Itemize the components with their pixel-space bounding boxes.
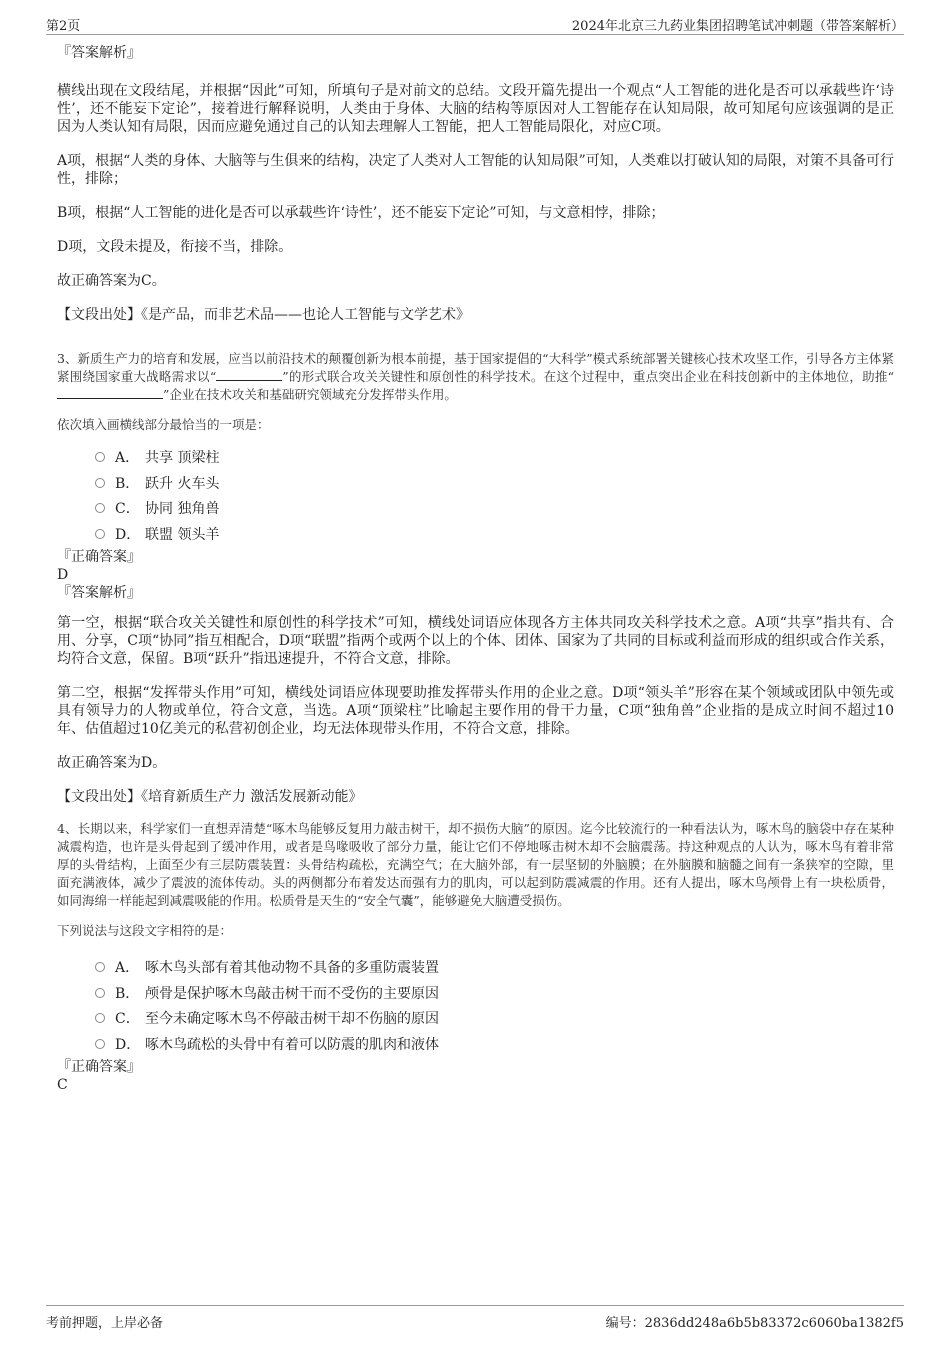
- answer-label: 『正确答案』: [57, 549, 141, 565]
- radio-icon[interactable]: [95, 1039, 105, 1049]
- page-header: [46, 14, 904, 35]
- option-b[interactable]: [95, 982, 894, 1008]
- question-4-text: 4、长期以来，科学家们一直想弄清楚“啄木鸟能够反复用力敲击树干，却不损伤大脑”的原因。迄今比较流行的一种看法认为，啄木鸟的脑袋中存在某种减震构造，也许是头骨起到了缓冲作用，或者是鸟喙吸收了部分力量，能让它们不停地啄击树木却不会脑震荡。持这种观点的人认为，啄木鸟有着非常厚的头骨结构，上面至少有三层防震装置：头骨结构疏松，充满空气；在大脑外部，有一层坚韧的外脑膜；在外脑膜和脑髓之间有一条狭窄的空隙，里面充满液体，减少了震波的流体传动。头的两侧都分布着发达而强有力的肌肉，可以起到防震减震的作用。还有人提出，啄木鸟颅骨上有一块松质骨，如同海绵一样能起到减震吸能的作用。松质骨是天生的“安全气囊”，能够避免大脑遭受损伤。: [57, 821, 894, 908]
- answer-value: D: [57, 567, 69, 583]
- analysis-label: 『答案解析』: [57, 585, 141, 601]
- answer-value: C: [57, 1077, 68, 1093]
- question-3-text: [57, 350, 894, 404]
- source-citation: 【文段出处】《是产品，而非艺术品——也论人工智能与文学艺术》: [57, 307, 470, 323]
- footer-slogan: 考前押题，上岸必备: [46, 1316, 164, 1331]
- option-letter: C．: [115, 1011, 140, 1027]
- page-number: 第2页: [46, 19, 81, 34]
- answer-label: 『正确答案』: [57, 1059, 141, 1075]
- option-c[interactable]: [95, 497, 894, 523]
- options-list-q3: [95, 446, 894, 548]
- option-text: 啄木鸟头部有着其他动物不具备的多重防震装置: [145, 960, 439, 976]
- option-letter: A．: [115, 450, 140, 466]
- question-text-part: ”企业在技术攻关和基础研究领域充分发挥带头作用。: [163, 387, 457, 402]
- document-title: 2024年北京三九药业集团招聘笔试冲刺题（带答案解析）: [571, 19, 904, 34]
- question-prompt: 依次填入画横线部分最恰当的一项是：: [57, 417, 270, 432]
- option-text: 联盟 领头羊: [145, 526, 220, 543]
- source-citation: 【文段出处】《培育新质生产力 激活发展新动能》: [57, 789, 363, 805]
- analysis-conclusion: 故正确答案为D。: [57, 755, 167, 771]
- analysis-paragraph: B项，根据“人工智能的进化是否可以承载些许‘诗性’，还不能妄下定论”可知，与文意相悖，排除；: [57, 205, 665, 221]
- page-content: [57, 44, 894, 1094]
- analysis-conclusion: 故正确答案为C。: [57, 273, 166, 289]
- radio-icon[interactable]: [95, 988, 105, 998]
- analysis-label: 『答案解析』: [57, 45, 141, 61]
- question-text-part: 3、新质生产力的培育和发展，应当以前沿技术的颠覆创新为根本前提，基于国家提倡的“大科学”模式系统部署关键核心技术攻坚工作，引导各方主体紧紧围绕国家重大战略需求以“: [57, 351, 894, 384]
- analysis-paragraph: 第二空，根据“发挥带头作用”可知，横线处词语应体现要助推发挥带头作用的企业之意。D项“领头羊”形容在某个领域或团队中领先或具有领导力的人物或单位，符合文意，当选。A项“顶梁柱”比喻起主要作用的骨干力量，C项“独角兽”企业指的是成立时间不超过10年、估值超过10亿美元的私营初创企业，均无法体现带头作用，不符合文意，排除。: [57, 685, 894, 737]
- analysis-paragraph: A项，根据“人类的身体、大脑等与生俱来的结构，决定了人类对人工智能的认知局限”可知，人类难以打破认知的局限，对策不具备可行性，排除；: [57, 153, 894, 187]
- radio-icon[interactable]: [95, 529, 105, 539]
- option-letter: B．: [115, 475, 140, 492]
- radio-icon[interactable]: [95, 503, 105, 513]
- radio-icon[interactable]: [95, 1013, 105, 1023]
- analysis-paragraph: 横线出现在文段结尾，并根据“因此”可知，所填句子是对前文的总结。文段开篇先提出一个观点“人工智能的进化是否可以承载些许‘诗性’，还不能妄下定论”，接着进行解释说明，人类由于身体、大脑的结构等原因对人工智能存在认知局限，故可知尾句应该强调的是正因为人类认知有局限，因而应避免通过自己的认知去理解人工智能，把人工智能局限化，对应C项。: [57, 83, 894, 135]
- option-letter: D．: [115, 526, 141, 543]
- question-prompt: 下列说法与这段文字相符的是：: [57, 923, 233, 938]
- radio-icon[interactable]: [95, 452, 105, 462]
- option-d[interactable]: [95, 523, 894, 549]
- option-text: 颅骨是保护啄木鸟敲击树干而不受伤的主要原因: [145, 985, 439, 1002]
- option-letter: A．: [115, 960, 140, 976]
- option-text: 共享 顶梁柱: [145, 450, 220, 466]
- option-text: 啄木鸟疏松的头骨中有着可以防震的肌肉和液体: [145, 1036, 439, 1053]
- radio-icon[interactable]: [95, 962, 105, 972]
- option-a[interactable]: [95, 446, 894, 472]
- option-text: 协同 独角兽: [145, 501, 220, 517]
- option-c[interactable]: [95, 1007, 894, 1033]
- option-d[interactable]: [95, 1033, 894, 1059]
- option-a[interactable]: [95, 956, 894, 982]
- option-letter: C．: [115, 501, 140, 517]
- analysis-paragraph: 第一空，根据“联合攻关关键性和原创性的科学技术”可知，横线处词语应体现各方主体共同攻关科学技术之意。A项“共享”指共有、合用、分享，C项“协同”指互相配合，D项“联盟”指两个或两个以上的个体、团体、国家为了共同的目标或利益而形成的组织或合作关系，均符合文意，保留。B项“跃升”指迅速提升，不符合文意，排除。: [57, 615, 894, 667]
- question-text-part: ”的形式联合攻关关键性和原创性的科学技术。在这个过程中，重点突出企业在科技创新中的主体地位，助推“: [282, 369, 894, 384]
- blank-line: [216, 368, 282, 381]
- page-footer: [46, 1305, 904, 1331]
- option-letter: D．: [115, 1036, 141, 1053]
- radio-icon[interactable]: [95, 478, 105, 488]
- document-id: 编号：2836dd248a6b5b83372c6060ba1382f5: [605, 1316, 904, 1331]
- option-text: 至今未确定啄木鸟不停敲击树干却不伤脑的原因: [145, 1011, 439, 1027]
- analysis-paragraph: D项，文段未提及，衔接不当，排除。: [57, 239, 293, 255]
- blank-line: [57, 386, 163, 399]
- option-b[interactable]: [95, 472, 894, 498]
- options-list-q4: [95, 956, 894, 1058]
- option-letter: B．: [115, 985, 140, 1002]
- option-text: 跃升 火车头: [145, 475, 220, 492]
